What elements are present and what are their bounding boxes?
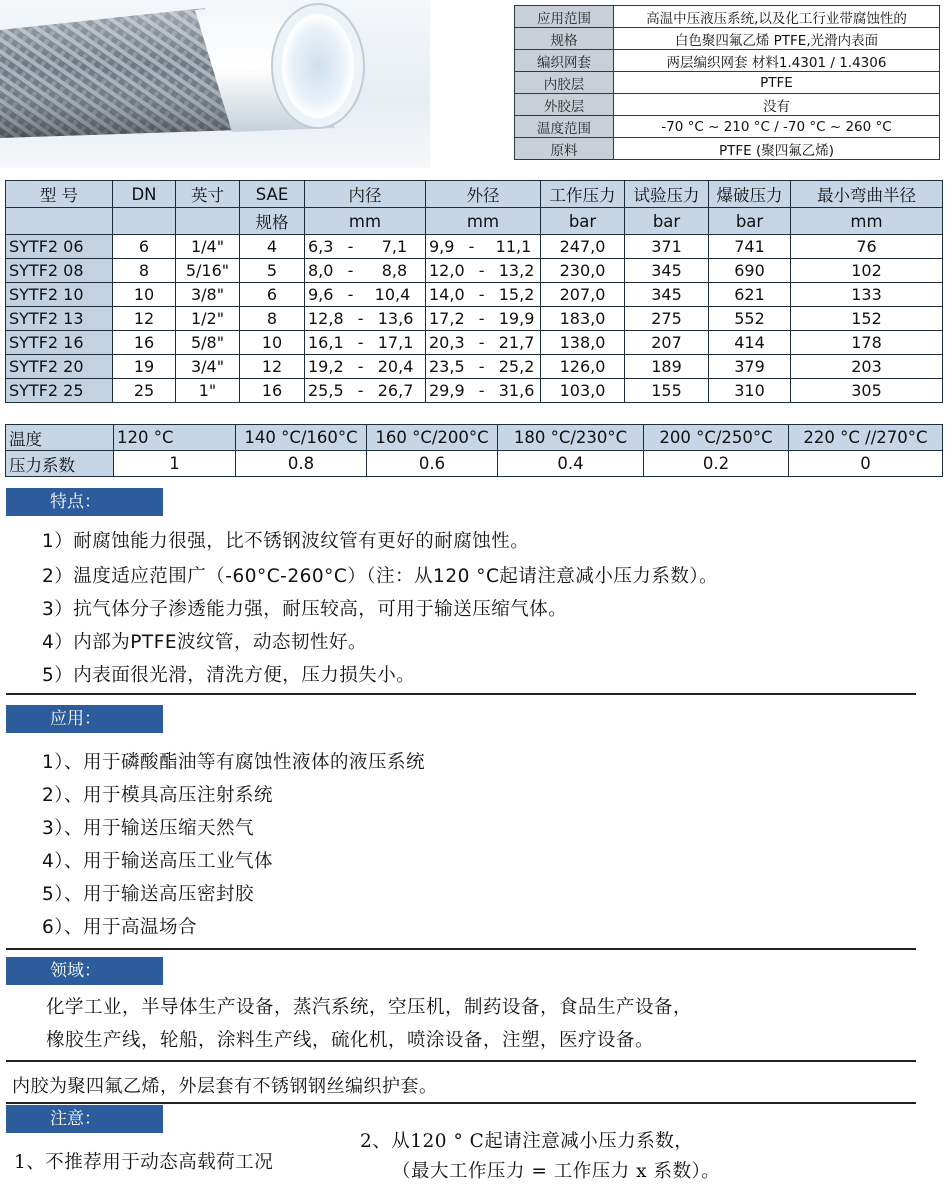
column-header: 内径: [305, 181, 426, 208]
spec-row: [515, 28, 940, 50]
column-unit: mm: [426, 208, 541, 235]
table-cell: 5: [240, 259, 305, 283]
table-body: [6, 235, 943, 403]
spec-row: [515, 72, 940, 94]
notice-item-2-line-2: （最大工作压力 = 工作压力 x 系数）。: [392, 1161, 721, 1182]
table-cell: 379: [709, 355, 791, 379]
table-cell: 19: [113, 355, 176, 379]
notice-item-1: 1、不推荐用于动态高载荷工况: [14, 1152, 274, 1173]
temp-label: 温度: [6, 425, 114, 451]
table-row: [6, 283, 943, 307]
divider: [6, 1060, 916, 1062]
factor-cell: 1: [114, 451, 236, 477]
feature-item: 4）内部为PTFE波纹管，动态韧性好。: [42, 632, 368, 653]
temp-cell: 200 °C/250°C: [644, 425, 789, 451]
table-cell: 310: [709, 379, 791, 403]
spec-value: 高温中压液压系统,以及化工行业带腐蚀性的: [614, 6, 940, 28]
column-unit: bar: [625, 208, 709, 235]
column-header: 英寸: [176, 181, 240, 208]
table-cell: 5/8": [176, 331, 240, 355]
table-cell: 207: [625, 331, 709, 355]
column-unit: [113, 208, 176, 235]
temp-body: [6, 425, 943, 477]
table-cell: 126,0: [541, 355, 625, 379]
table-cell: 155: [625, 379, 709, 403]
table-cell: 3/4": [176, 355, 240, 379]
table-cell: 12,8 - 13,6: [305, 307, 426, 331]
table-cell: 203: [791, 355, 943, 379]
column-header: DN: [113, 181, 176, 208]
spec-key: 规格: [515, 28, 614, 50]
column-unit: bar: [541, 208, 625, 235]
table-row: [6, 355, 943, 379]
application-item: 1）、用于磷酸酯油等有腐蚀性液体的液压系统: [42, 752, 426, 773]
column-header: 试验压力: [625, 181, 709, 208]
feature-item: 5）内表面很光滑，清洗方便，压力损失小。: [42, 665, 416, 686]
factor-cell: 0.6: [367, 451, 498, 477]
table-cell: 189: [625, 355, 709, 379]
feature-item: 3）抗气体分子渗透能力强，耐压较高，可用于输送压缩气体。: [42, 599, 568, 620]
table-cell: 6: [240, 283, 305, 307]
column-unit: mm: [791, 208, 943, 235]
temp-cell: 220 °C //270°C: [789, 425, 943, 451]
column-header: 工作压力: [541, 181, 625, 208]
divider: [6, 1102, 916, 1104]
table-cell: 345: [625, 283, 709, 307]
factor-label: 压力系数: [6, 451, 114, 477]
table-row: [6, 307, 943, 331]
column-header: 型 号: [6, 181, 113, 208]
application-item: 5）、用于输送高压密封胶: [42, 884, 255, 905]
header-row: [6, 181, 943, 208]
notice-item-2-line-1: 2、从120 ° C起请注意减小压力系数，: [360, 1131, 694, 1152]
table-cell: 4: [240, 235, 305, 259]
table-cell: 20,3 - 21,7: [426, 331, 541, 355]
fields-title: 领域：: [6, 957, 163, 985]
table-cell: SYTF2 10: [6, 283, 113, 307]
spec-key: 编织网套: [515, 50, 614, 72]
table-cell: 207,0: [541, 283, 625, 307]
spec-row: [515, 138, 940, 160]
factor-cell: 0.8: [236, 451, 367, 477]
table-cell: 8,0 - 8,8: [305, 259, 426, 283]
application-item: 6）、用于高温场合: [42, 917, 198, 938]
table-cell: 3/8": [176, 283, 240, 307]
table-row: [6, 331, 943, 355]
table-cell: 5/16": [176, 259, 240, 283]
spec-key: 原料: [515, 138, 614, 160]
features-title: 特点：: [6, 488, 163, 516]
column-unit: bar: [709, 208, 791, 235]
table-cell: 552: [709, 307, 791, 331]
application-item: 3）、用于输送压缩天然气: [42, 818, 255, 839]
table-row: [6, 379, 943, 403]
temp-row: [6, 425, 943, 451]
application-item: 2）、用于模具高压注射系统: [42, 785, 274, 806]
fields-line: 橡胶生产线，轮船，涂料生产线，硫化机，喷涂设备，注塑，医疗设备。: [46, 1030, 655, 1051]
table-cell: 371: [625, 235, 709, 259]
table-cell: 23,5 - 25,2: [426, 355, 541, 379]
factor-cell: 0.4: [498, 451, 644, 477]
column-header: 最小弯曲半径: [791, 181, 943, 208]
table-cell: SYTF2 06: [6, 235, 113, 259]
table-cell: 12,0 - 13,2: [426, 259, 541, 283]
feature-item: 2）温度适应范围广（-60°C-260°C）（注：从120 °C起请注意减小压力系数）。: [42, 566, 719, 587]
spec-key: 内胶层: [515, 72, 614, 94]
spec-value: PTFE: [614, 72, 940, 94]
table-cell: 14,0 - 15,2: [426, 283, 541, 307]
table-cell: 6,3 - 7,1: [305, 235, 426, 259]
note-line: 内胶为聚四氟乙烯，外层套有不锈钢钢丝编织护套。: [12, 1076, 438, 1097]
spec-row: [515, 6, 940, 28]
spec-value: PTFE (聚四氟乙烯): [614, 138, 940, 160]
column-unit: 规格: [240, 208, 305, 235]
divider: [6, 948, 916, 950]
temperature-factor-table: [5, 424, 943, 477]
spec-table: [514, 5, 940, 160]
table-cell: 133: [791, 283, 943, 307]
table-cell: 25: [113, 379, 176, 403]
table-cell: 247,0: [541, 235, 625, 259]
spec-key: 应用范围: [515, 6, 614, 28]
table-cell: 1": [176, 379, 240, 403]
fields-line: 化学工业，半导体生产设备，蒸汽系统，空压机，制药设备，食品生产设备，: [46, 997, 693, 1018]
applications-title: 应用：: [6, 705, 163, 733]
temp-cell: 120 °C: [114, 425, 236, 451]
table-cell: 10: [113, 283, 176, 307]
temp-cell: 180 °C/230°C: [498, 425, 644, 451]
hose-image: [0, 0, 430, 168]
table-cell: 102: [791, 259, 943, 283]
table-cell: 25,5 - 26,7: [305, 379, 426, 403]
table-cell: 178: [791, 331, 943, 355]
table-cell: SYTF2 20: [6, 355, 113, 379]
table-cell: 8: [240, 307, 305, 331]
table-cell: 230,0: [541, 259, 625, 283]
table-cell: 152: [791, 307, 943, 331]
table-cell: 1/4": [176, 235, 240, 259]
spec-value: 白色聚四氟乙烯 PTFE,光滑内表面: [614, 28, 940, 50]
column-unit: [176, 208, 240, 235]
spec-row: [515, 94, 940, 116]
table-cell: 1/2": [176, 307, 240, 331]
column-header: 外径: [426, 181, 541, 208]
table-cell: 10: [240, 331, 305, 355]
table-cell: 76: [791, 235, 943, 259]
table-cell: 414: [709, 331, 791, 355]
factor-row: [6, 451, 943, 477]
table-cell: 12: [113, 307, 176, 331]
table-cell: 29,9 - 31,6: [426, 379, 541, 403]
table-cell: 305: [791, 379, 943, 403]
table-cell: 138,0: [541, 331, 625, 355]
spec-value: 没有: [614, 94, 940, 116]
table-cell: 6: [113, 235, 176, 259]
table-cell: 17,2 - 19,9: [426, 307, 541, 331]
header-row: [6, 208, 943, 235]
notice-title: 注意：: [6, 1105, 163, 1133]
factor-cell: 0.2: [644, 451, 789, 477]
feature-item: 1）耐腐蚀能力很强，比不锈钢波纹管有更好的耐腐蚀性。: [42, 531, 530, 552]
spec-value: 两层编织网套 材料1.4301 / 1.4306: [614, 50, 940, 72]
table-cell: 16: [113, 331, 176, 355]
table-row: [6, 259, 943, 283]
table-row: [6, 235, 943, 259]
table-cell: SYTF2 25: [6, 379, 113, 403]
table-cell: 8: [113, 259, 176, 283]
divider: [6, 693, 916, 695]
table-cell: 16: [240, 379, 305, 403]
table-cell: 690: [709, 259, 791, 283]
temp-cell: 160 °C/200°C: [367, 425, 498, 451]
table-cell: 12: [240, 355, 305, 379]
spec-key: 外胶层: [515, 94, 614, 116]
spec-value: -70 °C ~ 210 °C / -70 °C ~ 260 °C: [614, 116, 940, 138]
table-cell: 741: [709, 235, 791, 259]
application-item: 4）、用于输送高压工业气体: [42, 851, 274, 872]
spec-row: [515, 116, 940, 138]
table-cell: 19,2 - 20,4: [305, 355, 426, 379]
table-cell: 9,9 - 11,1: [426, 235, 541, 259]
table-cell: SYTF2 16: [6, 331, 113, 355]
hose-spec-table: [5, 180, 943, 403]
table-cell: 275: [625, 307, 709, 331]
column-header: 爆破压力: [709, 181, 791, 208]
table-cell: 345: [625, 259, 709, 283]
table-header: [6, 181, 943, 235]
spec-row: [515, 50, 940, 72]
factor-cell: 0: [789, 451, 943, 477]
table-cell: 183,0: [541, 307, 625, 331]
table-cell: 103,0: [541, 379, 625, 403]
column-header: SAE: [240, 181, 305, 208]
table-cell: 16,1 - 17,1: [305, 331, 426, 355]
table-cell: SYTF2 08: [6, 259, 113, 283]
table-cell: 9,6 - 10,4: [305, 283, 426, 307]
table-cell: SYTF2 13: [6, 307, 113, 331]
column-unit: mm: [305, 208, 426, 235]
table-cell: 621: [709, 283, 791, 307]
temp-cell: 140 °C/160°C: [236, 425, 367, 451]
column-unit: [6, 208, 113, 235]
spec-key: 温度范围: [515, 116, 614, 138]
